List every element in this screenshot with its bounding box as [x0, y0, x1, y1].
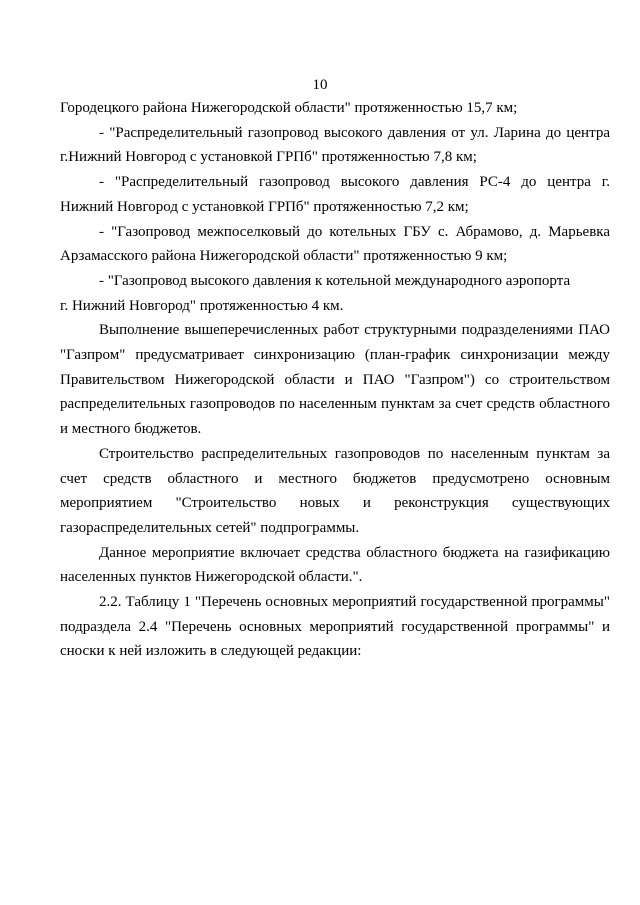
paragraph-synchronization: Выполнение вышеперечисленных работ структурными подразделениями ПАО "Газпром" предусматривает синхронизацию (план-график синхронизации между Правительством Нижегородской области и ПАО "Газпром") со строительством распределительных газопроводов по населенным пунктам за счет средств областного и местного бюджетов.: [60, 322, 610, 438]
document-body: [60, 96, 610, 664]
page-number: 10: [312, 77, 328, 93]
paragraph-construction: Строительство распределительных газопроводов по населенным пунктам за счет средств областного и местного бюджетов предусмотрено основным мероприятием "Строительство новых и реконструкция существующих газораспределительных сетей" подпрограммы.: [60, 445, 610, 536]
list-item-pipeline-larina: - "Распределительный газопровод высокого давления от ул. Ларина до центра г.Нижний Новгород с установкой ГРПб" протяженностью 7,8 км;: [60, 124, 610, 166]
list-item-pipeline-abramovo: - "Газопровод межпоселковый до котельных ГБУ с. Абрамово, д. Марьевка Арзамасского района Нижегородской области" протяженностью 9 км;: [60, 223, 610, 265]
paragraph-table-amendment: 2.2. Таблицу 1 "Перечень основных мероприятий государственной программы" подраздела 2.4 "Перечень основных мероприятий государственной программы" и сноски к ней изложить в следующей редакции:: [60, 594, 610, 660]
list-item-pipeline-airport-continuation: г. Нижний Новгород" протяженностью 4 км.: [60, 297, 344, 314]
list-item-pipeline-rs4: - "Распределительный газопровод высокого давления РС-4 до центра г. Нижний Новгород с установкой ГРПб" протяженностью 7,2 км;: [60, 174, 610, 215]
paragraph-continuation: Городецкого района Нижегородской области" протяженностью 15,7 км;: [60, 100, 518, 116]
paragraph-measure: Данное мероприятие включает средства областного бюджета на газификацию населенных пунктов Нижегородской области.".: [60, 544, 610, 586]
list-item-pipeline-airport: - "Газопровод высокого давления к котельной международного аэропорта: [99, 272, 571, 289]
